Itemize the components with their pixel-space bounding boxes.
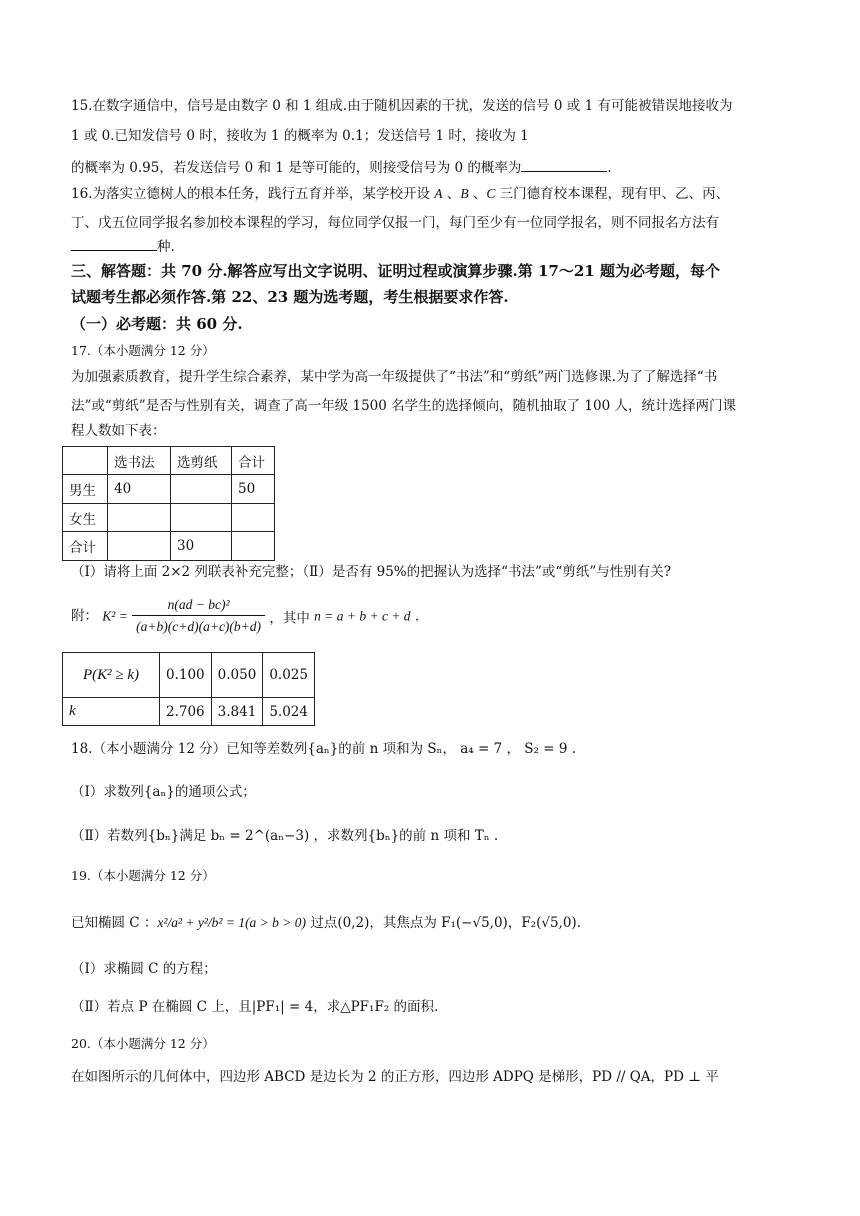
- q16-line1-a: 16.为落实立德树人的根本任务，践行五育并举，某学校开设: [71, 186, 430, 202]
- q17-questions: （Ⅰ）请将上面 2×2 列联表补充完整；（Ⅱ）是否有 95%的把握认为选择“书法”或“剪纸”与性别有关?: [71, 564, 671, 580]
- q17-header: 17.（本小题满分 12 分）: [71, 343, 215, 358]
- table-row: k 2.706 3.841 5.024: [63, 698, 315, 726]
- q15-answer-blank: [521, 157, 607, 172]
- q19-part2: （Ⅱ）若点 P 在椭圆 C 上，且|PF₁| = 4，求△PF₁F₂ 的面积.: [71, 999, 439, 1015]
- k2-denominator: (a+b)(c+d)(a+c)(b+d): [136, 619, 262, 634]
- table-row: 合计 30: [63, 532, 275, 561]
- q18-part1: （Ⅰ）求数列{aₙ}的通项公式；: [71, 784, 256, 800]
- q15-line3-text: 的概率为 0.95，若发送信号 0 和 1 是等可能的，则接受信号为 0 的概率为: [71, 160, 522, 176]
- q15-line3: [71, 157, 612, 177]
- q20-line1: 在如图所示的几何体中，四边形 ABCD 是边长为 2 的正方形，四边形 ADPQ 是梯形，PD // QA，PD ⊥ 平: [71, 1069, 719, 1085]
- formula-n: n = a + b + c + d: [314, 608, 411, 624]
- q17-line2: 法”或“剪纸”是否与性别有关，调查了高一年级 1500 名学生的选择倾向，随机抽取了 100 人，统计选择两门课: [71, 398, 736, 414]
- table-row: 男生 40 50: [63, 475, 275, 504]
- table-row: 选书法 选剪纸 合计: [63, 447, 275, 475]
- q16-line3-end: 种.: [157, 239, 175, 255]
- q19-part1: （Ⅰ）求椭圆 C 的方程；: [71, 961, 217, 977]
- q19-header: 19.（本小题满分 12 分）: [71, 868, 215, 883]
- q19-intro-a: 已知椭圆 C ：: [71, 915, 158, 931]
- table-row: 女生: [63, 504, 275, 532]
- q15-line1: 15.在数字通信中，信号是由数字 0 和 1 组成.由于随机因素的干扰，发送的信号 0 或 1 有可能被错误地接收为: [71, 98, 733, 114]
- q20-header: 20.（本小题满分 12 分）: [71, 1036, 215, 1051]
- appendix-label: 附：: [71, 608, 98, 624]
- q15-line3-end: .: [607, 160, 612, 176]
- q19-intro-b: 过点(0,2)，其焦点为 F₁(−√5,0)，F₂(√5,0).: [310, 915, 581, 931]
- q16-answer-blank: [71, 236, 157, 251]
- k2-fraction: [132, 595, 265, 638]
- contingency-table: [62, 446, 275, 561]
- k2-formula: 附： K² = $\frac{\text{n(ad − bc)²}}{(a+b)(c+d)(a+c)(b+d)}$ ，其中 n = a + b + c + d .: [71, 595, 419, 638]
- k2-numerator: n(ad − bc)²: [132, 595, 265, 616]
- q16-line1-b: 三门德育校本课程，现有甲、乙、丙、: [499, 186, 730, 202]
- critical-value-table: [62, 652, 315, 726]
- formula-where: ，其中: [269, 610, 310, 627]
- q16-line2: 丁、戊五位同学报名参加校本课程的学习，每位同学仅报一门，每门至少有一位同学报名，则不同报名方法有: [71, 215, 719, 231]
- q17-line3: 程人数如下表：: [71, 423, 166, 439]
- q18-part2: （Ⅱ）若数列{bₙ}满足 bₙ = 2^(aₙ−3) ，求数列{bₙ}的前 n 项和 Tₙ .: [71, 828, 499, 844]
- q16-line1: 16.为落实立德树人的根本任务，践行五育并举，某学校开设 A 、B 、C 三门德育校本课程，现有甲、乙、丙、: [71, 186, 730, 202]
- table-row: P(K² ≥ k) 0.100 0.050 0.025: [63, 653, 315, 698]
- section3-heading-line1: 三、解答题：共 70 分.解答应写出文字说明、证明过程或演算步骤.第 17～21 题为必考题，每个: [71, 262, 720, 280]
- q16-line3: [71, 236, 175, 256]
- q15-line2: 1 或 0.已知发信号 0 时，接收为 1 的概率为 0.1；发送信号 1 时，接收为 1: [71, 128, 529, 144]
- section3-required: （一）必考题：共 60 分.: [71, 315, 243, 333]
- section3-heading-line2: 试题考生都必须作答.第 22、23 题为选考题，考生根据要求作答.: [71, 288, 509, 306]
- q17-line1: 为加强素质教育，提升学生综合素养，某中学为高一年级提供了“书法”和“剪纸”两门选修课.为了了解选择“书: [71, 369, 718, 385]
- q19-intro: [71, 914, 581, 932]
- q18-line1: 18.（本小题满分 12 分）已知等差数列{aₙ}的前 n 项和为 Sₙ， a₄ = 7 ， S₂ = 9 .: [71, 741, 576, 757]
- ellipse-equation: x²/a² + y²/b² = 1(a > b > 0): [157, 915, 307, 930]
